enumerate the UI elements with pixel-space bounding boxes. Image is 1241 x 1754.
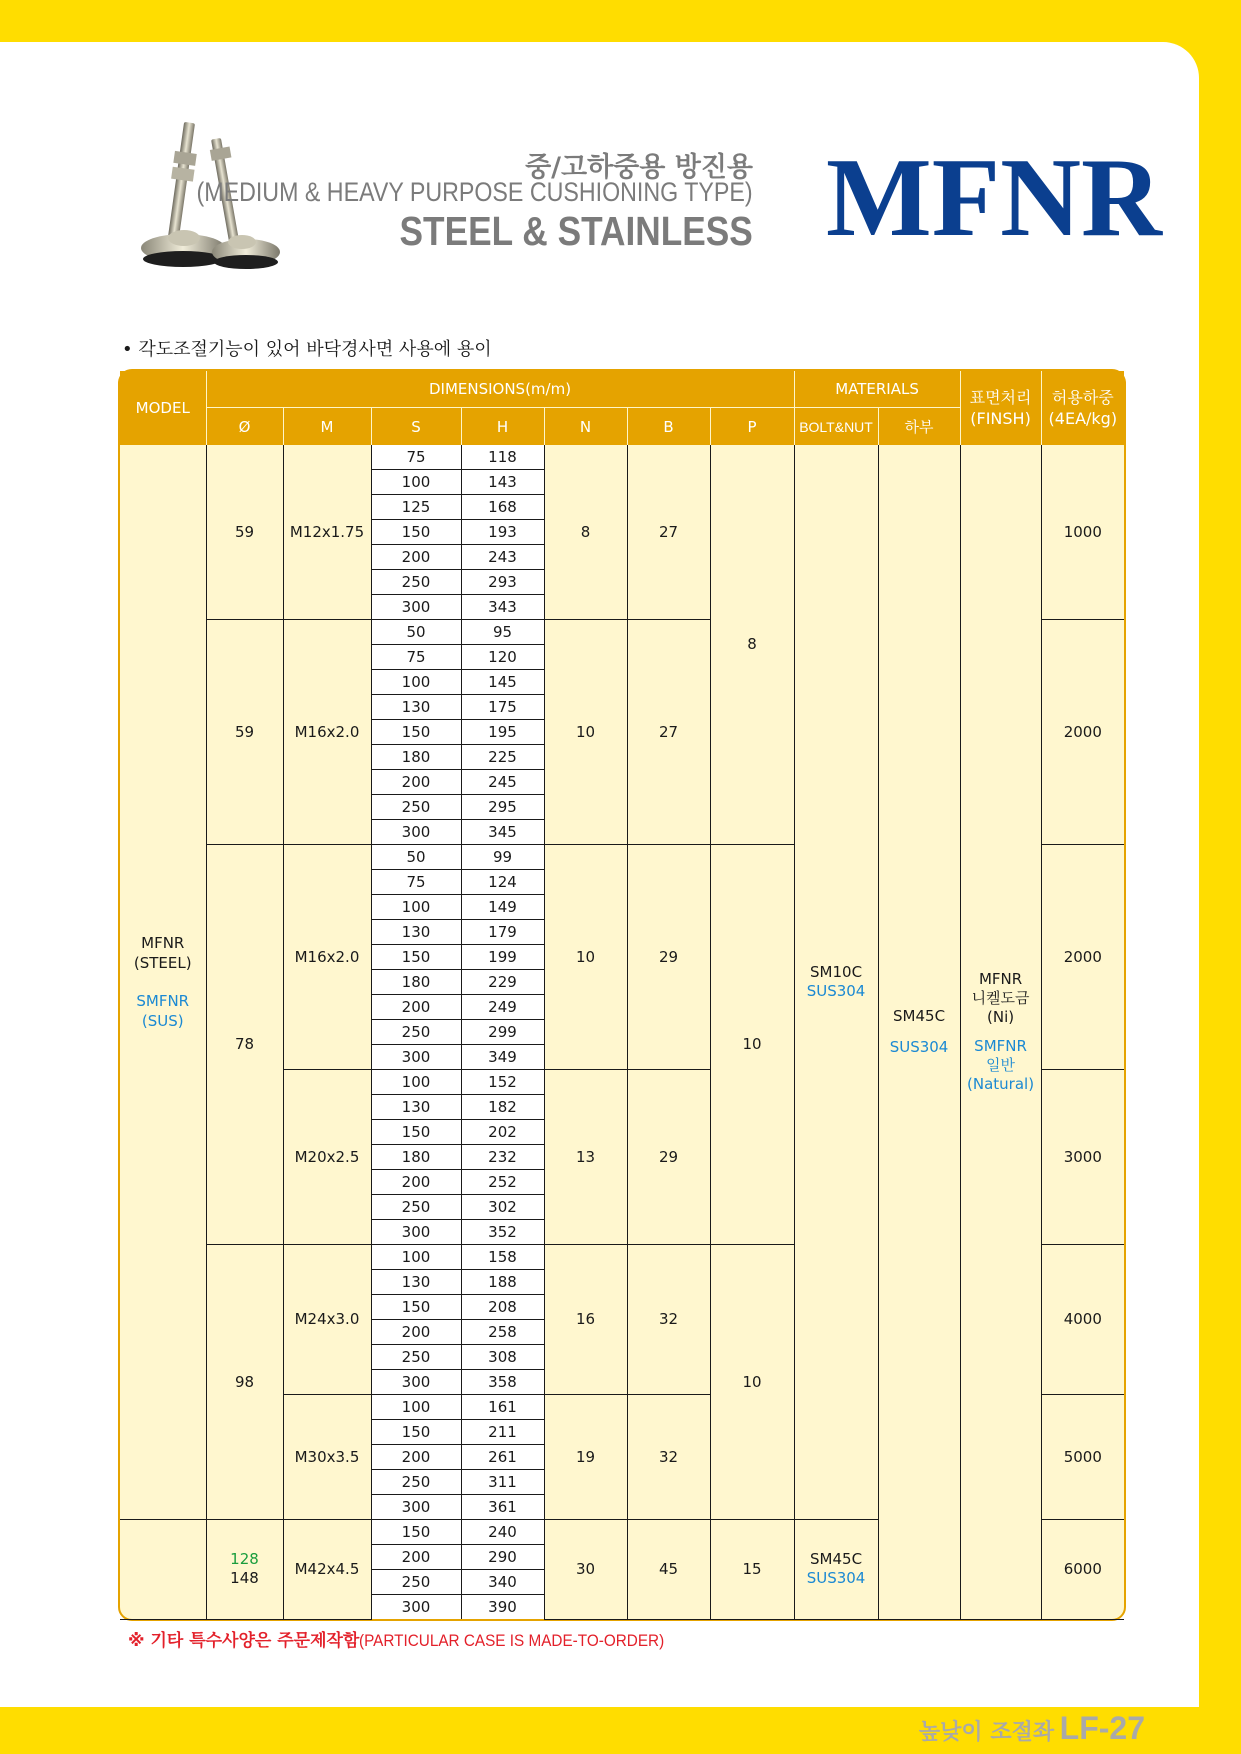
h-cell: 168: [461, 495, 544, 520]
s-cell: 250: [371, 570, 461, 595]
h-cell: 302: [461, 1195, 544, 1220]
base-sus: SUS304: [889, 1037, 949, 1056]
col-bolt-nut: BOLT&NUT: [794, 408, 878, 446]
load-cell: 2000: [1041, 845, 1124, 1070]
s-cell: 100: [371, 895, 461, 920]
s-cell: 75: [371, 645, 461, 670]
h-cell: 293: [461, 570, 544, 595]
m-cell: M42x4.5: [283, 1520, 371, 1620]
s-cell: 250: [371, 1195, 461, 1220]
base-steel: SM45C: [893, 1006, 946, 1025]
s-cell: 150: [371, 1420, 461, 1445]
phi-cell: 98: [206, 1245, 283, 1520]
b-cell: 45: [627, 1520, 710, 1620]
s-cell: 150: [371, 1295, 461, 1320]
h-cell: 343: [461, 595, 544, 620]
col-model: MODEL: [120, 371, 206, 445]
bolt-sus: SUS304: [806, 1569, 866, 1588]
load-cell: 3000: [1041, 1070, 1124, 1245]
s-cell: 180: [371, 745, 461, 770]
h-cell: 361: [461, 1495, 544, 1520]
h-cell: 202: [461, 1120, 544, 1145]
h-cell: 143: [461, 470, 544, 495]
bolt-steel: SM45C: [810, 1550, 863, 1569]
h-cell: 195: [461, 720, 544, 745]
page-section-label: 높낮이 조절좌: [918, 1720, 1055, 1745]
p-cell: 8: [710, 445, 794, 845]
s-cell: 150: [371, 945, 461, 970]
phi-cell: [206, 1520, 283, 1620]
m-cell: M30x3.5: [283, 1395, 371, 1520]
h-cell: 124: [461, 870, 544, 895]
s-cell: 180: [371, 970, 461, 995]
h-cell: 345: [461, 820, 544, 845]
s-cell: 200: [371, 545, 461, 570]
page-sheet: [0, 42, 1199, 1746]
brand-title: MFNR: [826, 136, 1162, 260]
finish-cell: [960, 445, 1041, 1619]
load-cell: 4000: [1041, 1245, 1124, 1395]
h-cell: 188: [461, 1270, 544, 1295]
s-cell: 75: [371, 445, 461, 470]
s-cell: 130: [371, 695, 461, 720]
header-title-english: (MEDIUM & HEAVY PURPOSE CUSHIONING TYPE): [196, 177, 753, 207]
h-cell: 340: [461, 1570, 544, 1595]
s-cell: 130: [371, 920, 461, 945]
h-cell: 243: [461, 545, 544, 570]
s-cell: 100: [371, 1245, 461, 1270]
n-cell: 10: [544, 845, 627, 1070]
s-cell: 100: [371, 670, 461, 695]
load-cell: 5000: [1041, 1395, 1124, 1520]
page-number: [919, 1710, 1145, 1747]
col-n: N: [544, 408, 627, 446]
s-cell: 150: [371, 720, 461, 745]
s-cell: 300: [371, 1495, 461, 1520]
n-cell: 16: [544, 1245, 627, 1395]
h-cell: 232: [461, 1145, 544, 1170]
h-cell: 152: [461, 1070, 544, 1095]
finish-sus: SMFNR 일반 (Natural): [967, 1036, 1035, 1093]
load-cell: 6000: [1041, 1520, 1124, 1620]
bolt-cell: [794, 445, 878, 1520]
h-cell: 290: [461, 1545, 544, 1570]
s-cell: 100: [371, 1395, 461, 1420]
h-cell: 120: [461, 645, 544, 670]
load-cell: 1000: [1041, 445, 1124, 620]
p-cell: 10: [710, 1245, 794, 1520]
h-cell: 149: [461, 895, 544, 920]
h-cell: 295: [461, 795, 544, 820]
n-cell: 8: [544, 445, 627, 620]
h-cell: 308: [461, 1345, 544, 1370]
m-cell: M20x2.5: [283, 1070, 371, 1245]
b-cell: 27: [627, 445, 710, 620]
col-p: P: [710, 408, 794, 446]
p-cell: 15: [710, 1520, 794, 1620]
h-cell: 193: [461, 520, 544, 545]
s-cell: 250: [371, 1570, 461, 1595]
h-cell: 95: [461, 620, 544, 645]
s-cell: 250: [371, 1470, 461, 1495]
h-cell: 208: [461, 1295, 544, 1320]
b-cell: 29: [627, 1070, 710, 1245]
s-cell: 100: [371, 470, 461, 495]
page-code: LF-27: [1059, 1710, 1145, 1746]
col-base: 하부: [878, 408, 960, 446]
s-cell: 200: [371, 995, 461, 1020]
s-cell: 150: [371, 1120, 461, 1145]
h-cell: 299: [461, 1020, 544, 1045]
h-cell: 161: [461, 1395, 544, 1420]
s-cell: 200: [371, 1320, 461, 1345]
spec-table: [120, 371, 1124, 1620]
s-cell: 75: [371, 870, 461, 895]
h-cell: 252: [461, 1170, 544, 1195]
footnote: [128, 1626, 698, 1651]
bolt-steel: SM10C: [810, 963, 863, 981]
h-cell: 261: [461, 1445, 544, 1470]
model-sus: SMFNR (SUS): [136, 992, 190, 1030]
h-cell: 358: [461, 1370, 544, 1395]
b-cell: 32: [627, 1395, 710, 1520]
col-m: M: [283, 408, 371, 446]
model-cell: [120, 445, 206, 1520]
col-s: S: [371, 408, 461, 446]
s-cell: 250: [371, 795, 461, 820]
s-cell: 100: [371, 1070, 461, 1095]
h-cell: 229: [461, 970, 544, 995]
h-cell: 249: [461, 995, 544, 1020]
b-cell: 27: [627, 620, 710, 845]
s-cell: 125: [371, 495, 461, 520]
h-cell: 352: [461, 1220, 544, 1245]
s-cell: 300: [371, 595, 461, 620]
h-cell: 99: [461, 845, 544, 870]
footnote-korean: ※ 기타 특수사양은 주문제작함: [128, 1631, 360, 1651]
s-cell: 250: [371, 1020, 461, 1045]
s-cell: 300: [371, 1045, 461, 1070]
h-cell: 145: [461, 670, 544, 695]
header-material: STEEL & STAINLESS: [399, 208, 753, 254]
s-cell: 200: [371, 1545, 461, 1570]
h-cell: 245: [461, 770, 544, 795]
s-cell: 300: [371, 1370, 461, 1395]
h-cell: 225: [461, 745, 544, 770]
b-cell: 29: [627, 845, 710, 1070]
phi-value: 128: [230, 1550, 259, 1569]
phi-cell: 59: [206, 620, 283, 845]
s-cell: 150: [371, 520, 461, 545]
h-cell: 182: [461, 1095, 544, 1120]
spec-table-wrapper: [118, 369, 1126, 1621]
s-cell: 150: [371, 1520, 461, 1545]
h-cell: 158: [461, 1245, 544, 1270]
s-cell: 130: [371, 1270, 461, 1295]
s-cell: 130: [371, 1095, 461, 1120]
s-cell: 200: [371, 770, 461, 795]
m-cell: M24x3.0: [283, 1245, 371, 1395]
s-cell: 300: [371, 1595, 461, 1620]
h-cell: 240: [461, 1520, 544, 1545]
m-cell: M12x1.75: [283, 445, 371, 620]
base-cell: [878, 445, 960, 1619]
h-cell: 175: [461, 695, 544, 720]
col-b: B: [627, 408, 710, 446]
s-cell: 250: [371, 1345, 461, 1370]
m-cell: M16x2.0: [283, 845, 371, 1070]
col-finish: 표면처리 (FINSH): [960, 371, 1041, 445]
m-cell: M16x2.0: [283, 620, 371, 845]
feature-note: • 각도조절기능이 있어 바닥경사면 사용에 용이: [122, 339, 492, 360]
h-cell: 390: [461, 1595, 544, 1620]
phi-cell: 78: [206, 845, 283, 1245]
col-phi: Ø: [206, 408, 283, 446]
b-cell: 32: [627, 1245, 710, 1395]
h-cell: 179: [461, 920, 544, 945]
col-h: H: [461, 408, 544, 446]
n-cell: 19: [544, 1395, 627, 1520]
n-cell: 30: [544, 1520, 627, 1620]
n-cell: 10: [544, 620, 627, 845]
bolt-sus: SUS304: [806, 982, 866, 1000]
col-dimensions: DIMENSIONS(m/m): [206, 371, 794, 408]
h-cell: 199: [461, 945, 544, 970]
s-cell: 200: [371, 1170, 461, 1195]
bolt-cell: [794, 1520, 878, 1620]
s-cell: 300: [371, 820, 461, 845]
phi-value: 148: [230, 1569, 259, 1588]
h-cell: 349: [461, 1045, 544, 1070]
model-cell-empty: [120, 1520, 206, 1620]
s-cell: 300: [371, 1220, 461, 1245]
phi-cell: 59: [206, 445, 283, 620]
header-title-korean: 중/고하중용 방진용: [525, 152, 753, 183]
footnote-english: (PARTICULAR CASE IS MADE-TO-ORDER): [359, 1631, 665, 1650]
n-cell: 13: [544, 1070, 627, 1245]
model-steel: MFNR (STEEL): [133, 934, 192, 972]
s-cell: 180: [371, 1145, 461, 1170]
s-cell: 200: [371, 1445, 461, 1470]
h-cell: 211: [461, 1420, 544, 1445]
col-materials: MATERIALS: [794, 371, 960, 408]
h-cell: 311: [461, 1470, 544, 1495]
h-cell: 118: [461, 445, 544, 470]
s-cell: 50: [371, 845, 461, 870]
load-cell: 2000: [1041, 620, 1124, 845]
col-load: 허용하중 (4EA/kg): [1041, 371, 1124, 445]
finish-steel: MFNR 니켈도금 (Ni): [971, 969, 1030, 1026]
h-cell: 258: [461, 1320, 544, 1345]
p-cell: 10: [710, 845, 794, 1245]
s-cell: 50: [371, 620, 461, 645]
